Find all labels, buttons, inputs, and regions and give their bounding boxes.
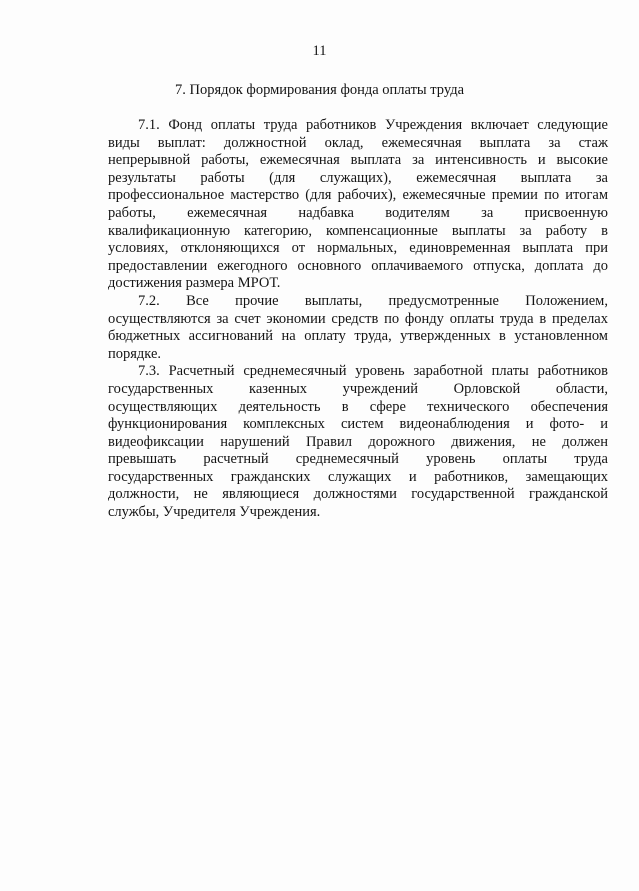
paragraph-line: профессиональное мастерство (для рабочих), ежемесячные премии по итогам (108, 187, 608, 204)
paragraph-line: функционирования комплексных систем видеонаблюдения и фото- и (108, 416, 608, 433)
paragraph-line: результаты работы (для служащих), ежемесячная выплата за (108, 169, 608, 186)
paragraph-line: видеофиксации нарушений Правил дорожного движения, не должен (108, 433, 608, 450)
paragraph-line: государственных казенных учреждений Орловской области, (108, 380, 608, 397)
paragraph-line: бюджетных ассигнований на оплату труда, утвержденных в установленном (108, 328, 608, 345)
paragraph-3 (108, 363, 608, 521)
page-number: 11 (312, 43, 327, 59)
paragraph-line: непрерывной работы, ежемесячная выплата за интенсивность и высокие (108, 152, 608, 169)
section-title: 7. Порядок формирования фонда оплаты труда (174, 82, 465, 98)
paragraph-line: квалификационную категорию, компенсационные выплаты за работу в (108, 222, 608, 239)
paragraph-line: 7.2. Все прочие выплаты, предусмотренные Положением, (138, 292, 608, 309)
paragraph-line: осуществляющих деятельность в сфере технического обеспечения (108, 398, 608, 415)
paragraph-1 (108, 117, 608, 293)
paragraph-line: работы, ежемесячная надбавка водителям за присвоенную (108, 204, 608, 221)
paragraph-line: превышать расчетный среднемесячный уровень оплаты труда (108, 451, 608, 468)
document-body (108, 117, 608, 522)
paragraph-line: должности, не являющиеся должностями государственной гражданской (108, 486, 608, 503)
paragraph-line: виды выплат: должностной оклад, ежемесячная выплата за стаж (108, 134, 608, 151)
paragraph-2 (108, 293, 608, 363)
paragraph-line: государственных гражданских служащих и работников, замещающих (108, 468, 608, 485)
paragraph-line: порядке. (108, 345, 162, 362)
paragraph-line: 7.1. Фонд оплаты труда работников Учреждения включает следующие (138, 117, 608, 133)
paragraph-line: осуществляются за счет экономии средств по фонду оплаты труда в пределах (108, 310, 608, 327)
paragraph-line: службы, Учредителя Учреждения. (108, 504, 321, 521)
paragraph-line: условиях, отклоняющихся от нормальных, единовременная выплата при (108, 240, 608, 257)
paragraph-line: достижения размера МРОТ. (108, 275, 281, 292)
paragraph-line: 7.3. Расчетный среднемесячный уровень заработной платы работников (138, 363, 608, 380)
paragraph-line: предоставлении ежегодного основного оплачиваемого отпуска, доплата до (108, 257, 608, 274)
